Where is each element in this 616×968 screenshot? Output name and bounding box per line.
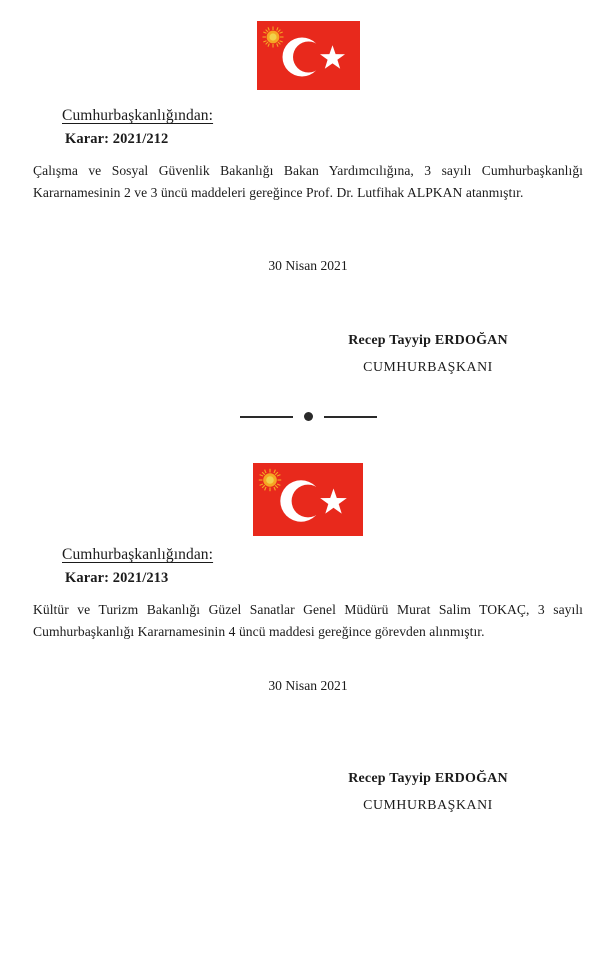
turkish-flag-2	[253, 463, 363, 536]
decision-body-2: Kültür ve Turizm Bakanlığı Güzel Sanatlar Genel Müdürü Murat Salim TOKAÇ, 3 sayılı Cumhurbaşkanlığı Kararnamesinin 4 üncü maddesi gereğince görevden alınmıştır.	[33, 602, 583, 640]
turkish-flag-1	[257, 21, 360, 90]
flag-container-2	[0, 463, 616, 536]
signature-name-1: Recep Tayyip ERDOĞAN	[348, 333, 508, 348]
issuer-label-2: Cumhurbaşkanlığından:	[62, 546, 214, 563]
decision-block-1	[0, 21, 616, 374]
decision-number-2: Karar: 2021/213	[65, 570, 169, 586]
decision-body-1: Çalışma ve Sosyal Güvenlik Bakanlığı Bakan Yardımcılığına, 3 sayılı Cumhurbaşkanlığı Kararnamesinin 2 ve 3 üncü maddeleri gereğince Prof. Dr. Lutfihak ALPKAN atanmıştır.	[33, 163, 583, 201]
divider-rule-right	[324, 416, 377, 418]
divider-rule-left	[240, 416, 293, 418]
ornamental-divider	[0, 412, 616, 421]
signature-name-2: Recep Tayyip ERDOĞAN	[348, 771, 508, 786]
decision-date-2: 30 Nisan 2021	[268, 678, 348, 693]
issuer-label-1: Cumhurbaşkanlığından:	[62, 107, 214, 124]
decision-date-1: 30 Nisan 2021	[268, 258, 348, 273]
flag-container-1	[0, 21, 616, 90]
decision-number-1: Karar: 2021/212	[65, 131, 169, 147]
signature-title-2: CUMHURBAŞKANI	[363, 797, 493, 812]
decision-block-2	[0, 463, 616, 812]
signature-title-1: CUMHURBAŞKANI	[363, 359, 493, 374]
divider-dot-icon	[304, 412, 313, 421]
